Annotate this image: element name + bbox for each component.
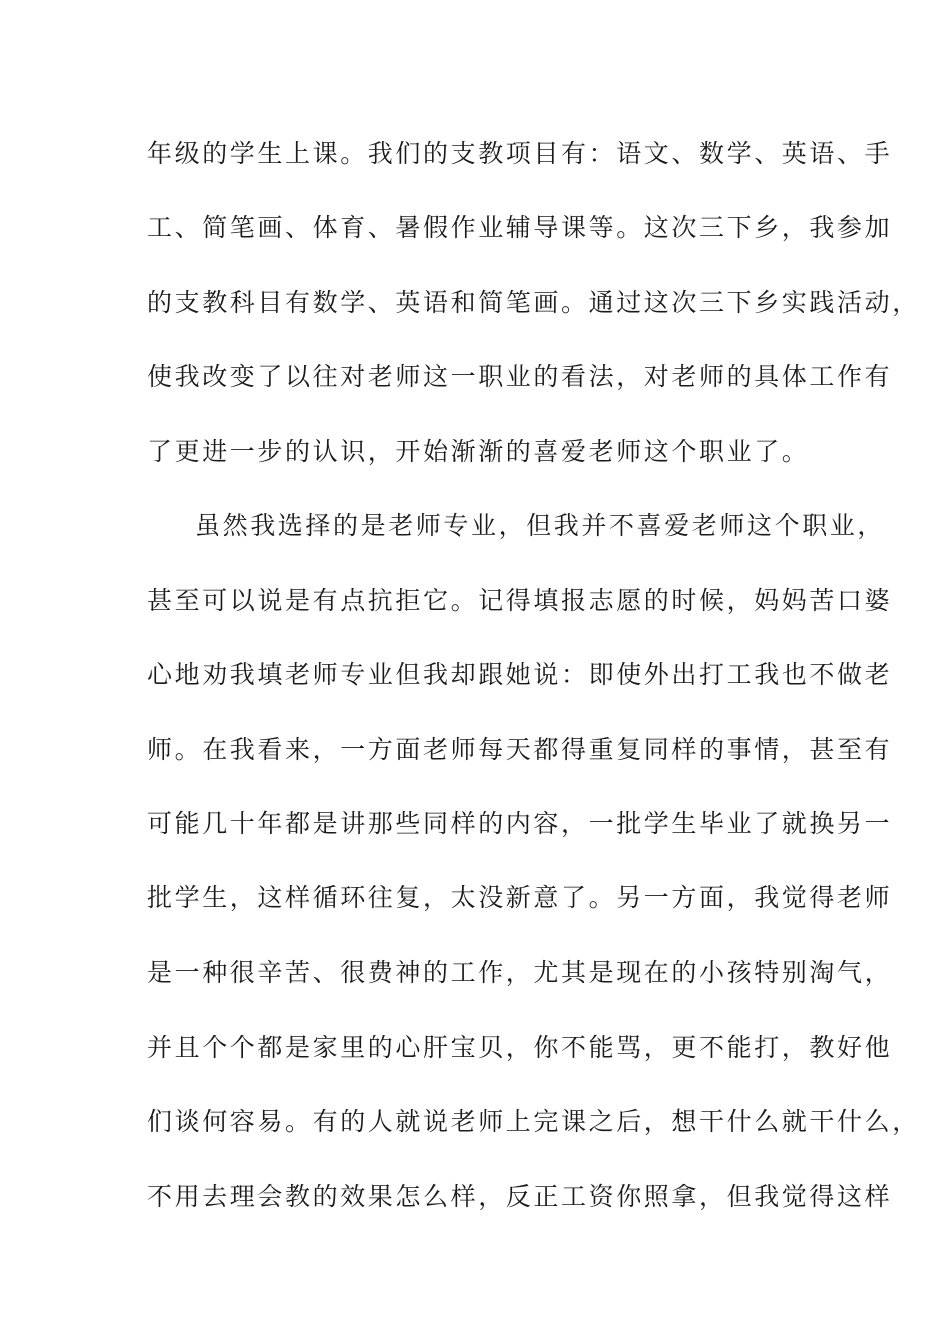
text-line: 工、简笔画、体育、暑假作业辅导课等。这次三下乡，我参加 (147, 213, 893, 242)
text-line: 不用去理会教的效果怎么样，反正工资你照拿，但我觉得这样 (147, 1182, 893, 1211)
text-line: 们谈何容易。有的人就说老师上完课之后，想干什么就干什么， (147, 1107, 920, 1136)
text-line: 心地劝我填老师专业但我却跟她说：即使外出打工我也不做老 (147, 660, 893, 689)
text-line: 批学生，这样循环往复，太没新意了。另一方面，我觉得老师 (147, 883, 893, 912)
text-line: 的支教科目有数学、英语和简笔画。通过这次三下乡实践活动， (147, 288, 920, 317)
text-line: 使我改变了以往对老师这一职业的看法，对老师的具体工作有 (147, 362, 893, 391)
text-line: 了更进一步的认识，开始渐渐的喜爱老师这个职业了。 (147, 437, 810, 466)
text-line: 年级的学生上课。我们的支教项目有：语文、数学、英语、手 (147, 139, 893, 168)
text-line: 是一种很辛苦、很费神的工作，尤其是现在的小孩特别淘气， (147, 958, 893, 987)
text-line: 甚至可以说是有点抗拒它。记得填报志愿的时候，妈妈苦口婆 (147, 586, 893, 615)
text-line: 并且个个都是家里的心肝宝贝，你不能骂，更不能打，教好他 (147, 1033, 893, 1062)
paragraph-first-line: 虽然我选择的是老师专业，但我并不喜爱老师这个职业， (195, 511, 886, 540)
text-line: 可能几十年都是讲那些同样的内容，一批学生毕业了就换另一 (147, 809, 893, 838)
text-line: 师。在我看来，一方面老师每天都得重复同样的事情，甚至有 (147, 735, 893, 764)
